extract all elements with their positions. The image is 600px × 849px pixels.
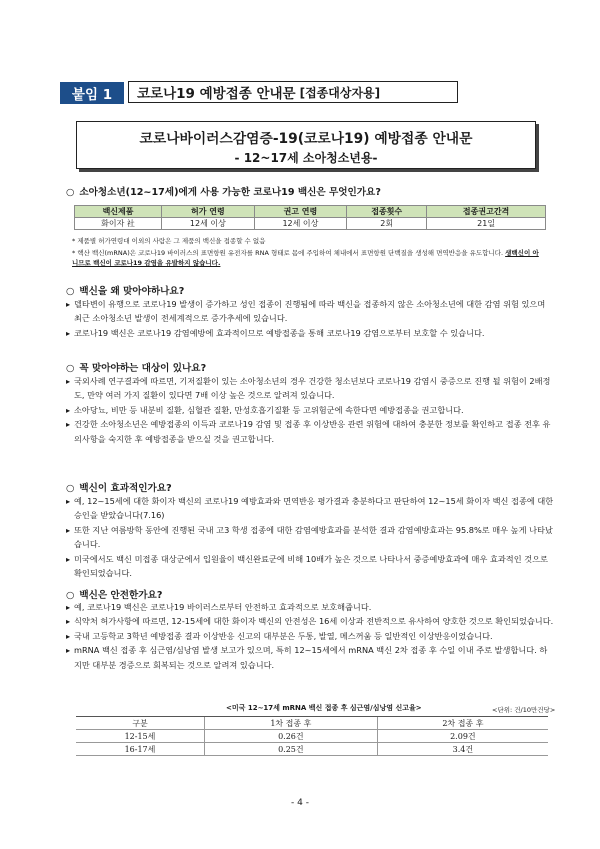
list-item-text: 델타변이 유행으로 코로나19 발생이 증가하고 성인 접종이 진행됨에 따라 백신을 접종하지 않은 소아청소년에 대한 감염 위험 있으며 최근 소아청소년 발생이 전세계적으로 증가추세에 있습니다.: [74, 299, 546, 324]
arrow-bullet-icon: ▸: [66, 630, 71, 641]
list-item: [66, 297, 554, 326]
table-header-row: [76, 717, 548, 730]
table-header-cell: 백신제품: [75, 206, 162, 218]
table-header-cell: 2차 접종 후: [377, 717, 548, 730]
table-cell: 12세 이상: [162, 218, 255, 230]
attachment-tag: 붙임 1: [60, 82, 124, 104]
list-item-text: 미국에서도 백신 미접종 대상군에서 입원율이 백신완료군에 비해 10배가 높은 것으로 나타나서 중증예방효과에 매우 효과적인 것으로 확인되었습니다.: [74, 553, 548, 579]
question-1: [66, 184, 381, 198]
table-cell: 0.26건: [204, 730, 377, 743]
table-header-cell: 접종횟수: [347, 206, 427, 218]
question-5-text: 백신은 안전한가요?: [79, 590, 163, 601]
question-3: [66, 360, 206, 374]
table-cell: 12-15세: [76, 730, 204, 743]
header-title: [128, 81, 458, 103]
list-item: [66, 494, 554, 523]
list-item-text: 국내 고등학교 3학년 예방접종 결과 이상반응 신고의 대부분은 두통, 발열, 메스꺼움 등 일반적인 이상반응이었습니다.: [74, 630, 493, 641]
list-item-text: 식약처 허가사항에 따르면, 12-15세에 대한 화이자 백신의 안전성은 16세 이상과 전반적으로 유사하여 양호한 것으로 확인되었습니다.: [74, 616, 554, 627]
arrow-bullet-icon: ▸: [66, 376, 71, 386]
circle-bullet-icon: ○: [66, 286, 75, 297]
document-title: 코로나바이러스감염증-19(코로나19) 예방접종 안내문: [139, 131, 473, 147]
list-item-text: 예, 12~15세에 대한 화이자 백신의 코로나19 예방효과와 면역반응 평가결과 충분하다고 판단하여 12~15세 화이자 백신 접종에 대한 승인을 받았습니다(7.16): [74, 496, 554, 521]
arrow-bullet-icon: ▸: [66, 645, 71, 656]
list-item-text: 국외사례 연구결과에 따르면, 기저질환이 있는 소아청소년의 경우 건강한 청소년보다 코로나19 감염시 중증으로 진행 될 위험이 2배정도, 만약 여러 가지 질환이 있다면 7배 이상 높은 것으로 알려져 있습니다.: [74, 376, 551, 401]
list-item-text: 예, 코로나19 백신은 코로나19 바이러스로부터 안전하고 효과적으로 보호해줍니다.: [74, 602, 372, 612]
circle-bullet-icon: ○: [66, 187, 75, 198]
table-header-cell: 1차 접종 후: [204, 717, 377, 730]
list-item: [66, 326, 554, 340]
arrow-bullet-icon: ▸: [66, 496, 71, 506]
circle-bullet-icon: ○: [66, 590, 75, 601]
header-subtitle: [접종대상자용]: [299, 85, 381, 100]
arrow-bullet-icon: ▸: [66, 553, 71, 564]
list-item: [66, 643, 554, 672]
table-cell: 21일: [427, 218, 546, 230]
arrow-bullet-icon: ▸: [66, 419, 71, 430]
answer-3: [66, 374, 554, 446]
note-2-emphasis: 생백신이 아니므로 백신이 코로나19 감염을 유발하지 않습니다.: [72, 249, 539, 267]
table-header-cell: 구분: [76, 717, 204, 730]
myocarditis-table: [76, 716, 548, 756]
question-4-text: 백신이 효과적인가요?: [79, 483, 172, 494]
document-title-box: [76, 121, 536, 169]
table-caption: <미국 12~17세 mRNA 백신 접종 후 심근염/심낭염 신고율>: [226, 704, 422, 712]
table-header-row: [75, 206, 546, 218]
arrow-bullet-icon: ▸: [66, 524, 71, 535]
table-header-cell: 권고 연령: [254, 206, 347, 218]
table-cell: 2.09건: [377, 730, 548, 743]
table-header-cell: 허가 연령: [162, 206, 255, 218]
table-row: [76, 730, 548, 743]
question-3-text: 꼭 맞아야하는 대상이 있나요?: [79, 363, 207, 374]
page-number: - 4 -: [291, 798, 309, 808]
list-item: [66, 600, 554, 614]
table-row: [75, 218, 546, 230]
arrow-bullet-icon: ▸: [66, 616, 71, 627]
circle-bullet-icon: ○: [66, 483, 75, 494]
arrow-bullet-icon: ▸: [66, 299, 71, 309]
vaccine-table: [74, 205, 546, 230]
table-unit: <단위: 건/10만건당>: [492, 706, 556, 714]
table-cell: 2회: [347, 218, 427, 230]
list-item-text: 건강한 소아청소년은 예방접종의 이득과 코로나19 감염 및 접종 후 이상반응 관련 위험에 대하여 충분한 정보를 확인하고 접종 전후 유의사항을 숙지한 후 예방접종을 받으실 것을 권고합니다.: [74, 419, 551, 444]
list-item: [66, 614, 554, 628]
answer-4: [66, 494, 554, 580]
header-title-text: 코로나19 예방접종 안내문: [137, 86, 296, 102]
list-item: [66, 523, 554, 552]
arrow-bullet-icon: ▸: [66, 404, 71, 415]
list-item: [66, 417, 554, 446]
list-item-text: 또한 지난 여름방학 동안에 진행된 국내 고3 학생 접종에 대한 감염예방효과를 분석한 결과 감염예방효과는 95.8%로 매우 높게 나타났습니다.: [74, 524, 553, 550]
answer-5: [66, 600, 554, 672]
table-cell: 3.4건: [377, 743, 548, 756]
list-item-text: 코로나19 백신은 코로나19 감염예방에 효과적이므로 예방접종을 통해 코로나19 감염으로부터 보호할 수 있습니다.: [74, 327, 485, 338]
answer-2: [66, 297, 554, 340]
list-item-text: mRNA 백신 접종 후 심근염/심낭염 발생 보고가 있으며, 특히 12~15세에서 mRNA 백신 2차 접종 후 수일 이내 주로 발생합니다. 하지만 대부분 경증으로 회복되는 것으로 알려져 있습니다.: [74, 645, 548, 670]
list-item: [66, 552, 554, 581]
list-item-text: 소아당뇨, 비만 등 내분비 질환, 심혈관 질환, 만성호흡기질환 등 고위험군에 속한다면 예방접종을 권고합니다.: [74, 404, 464, 415]
question-2-text: 백신을 왜 맞아야하나요?: [79, 286, 185, 297]
note-2-text: * 핵산 백신(mRNA)은 코로나19 바이러스의 표면항원 유전자를 RNA 형태로 몸에 주입하여 체내에서 표면항원 단백질을 생성해 면역반응을 유도합니다.: [72, 249, 504, 257]
table-header-cell: 접종권고간격: [427, 206, 546, 218]
table-row: [76, 743, 548, 756]
question-1-text: 소아청소년(12~17세)에게 사용 가능한 코로나19 백신은 무엇인가요?: [79, 187, 381, 198]
table-cell: 화이자 社: [75, 218, 162, 230]
arrow-bullet-icon: ▸: [66, 327, 71, 338]
table-cell: 0.25건: [204, 743, 377, 756]
circle-bullet-icon: ○: [66, 363, 75, 374]
table-cell: 12세 이상: [254, 218, 347, 230]
question-2: [66, 283, 184, 297]
arrow-bullet-icon: ▸: [66, 602, 71, 612]
question-4: [66, 480, 172, 494]
note-2: [72, 248, 542, 268]
question-5: [66, 587, 162, 601]
note-1: * 제품별 허가연령대 이외의 사람은 그 제품의 백신을 접종할 수 없음: [72, 237, 266, 245]
list-item: [66, 374, 554, 403]
document-subtitle: - 12~17세 소아청소년용-: [234, 151, 378, 165]
table-cell: 16-17세: [76, 743, 204, 756]
list-item: [66, 403, 554, 417]
list-item: [66, 629, 554, 643]
